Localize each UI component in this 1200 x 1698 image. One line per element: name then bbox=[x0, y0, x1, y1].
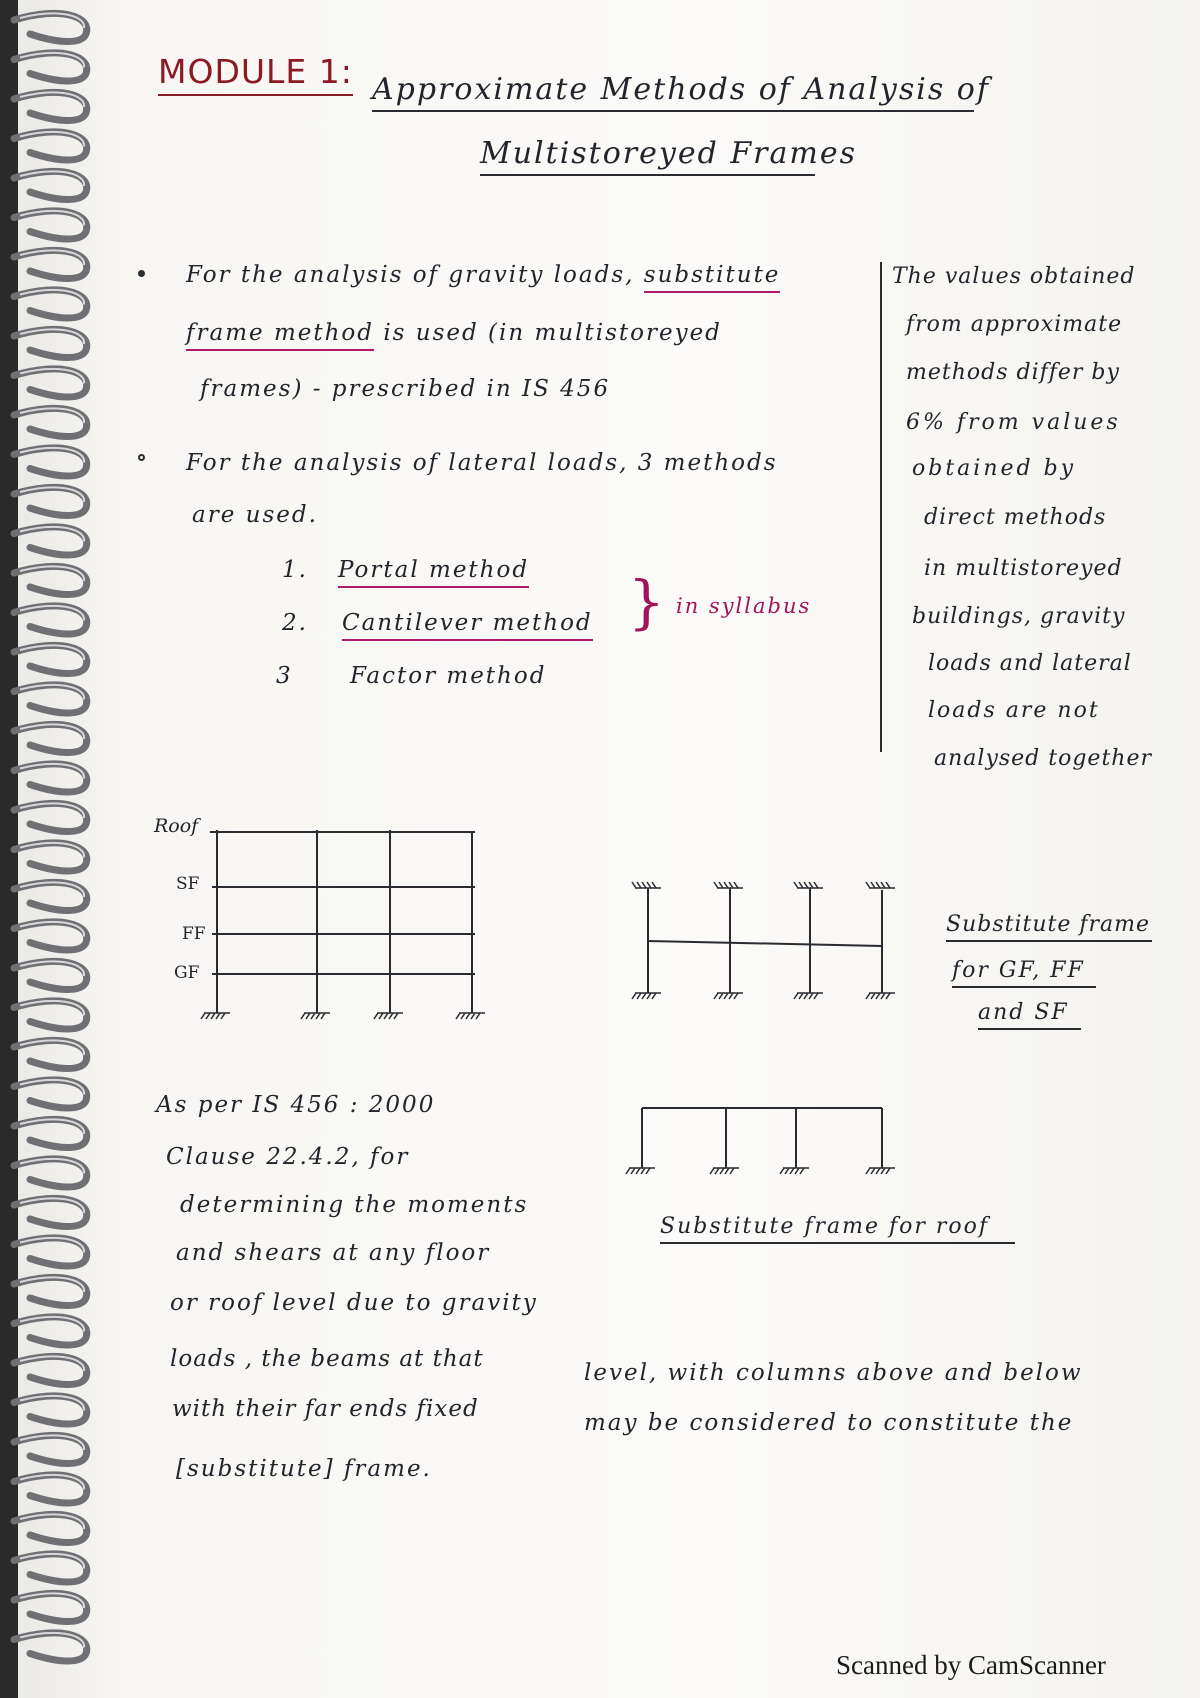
fixed-support-tick bbox=[206, 1013, 210, 1019]
fixed-support-tick bbox=[871, 1168, 875, 1174]
multistorey-frame-diagram bbox=[190, 820, 490, 1040]
substitute-caption-line-2: for GF, FF bbox=[952, 958, 1096, 988]
fixed-support-tick bbox=[642, 882, 646, 888]
bullet1-line3: frames) - prescribed in IS 456 bbox=[200, 376, 611, 402]
fixed-support-tick bbox=[321, 1013, 325, 1019]
side-note-line-9: loads and lateral bbox=[928, 651, 1132, 676]
fixed-support-tick bbox=[729, 993, 733, 999]
fixed-support-tick bbox=[804, 882, 808, 888]
fixed-support-tick bbox=[881, 993, 885, 999]
fixed-support-tick bbox=[780, 1168, 784, 1174]
frame-label-sf: SF bbox=[176, 874, 200, 894]
fixed-support-tick bbox=[866, 1168, 870, 1174]
clause-line-4: and shears at any floor bbox=[176, 1240, 491, 1266]
fixed-support-tick bbox=[631, 1168, 635, 1174]
title-line-1: Approximate Methods of Analysis of bbox=[372, 72, 974, 112]
fixed-support-tick bbox=[384, 1013, 388, 1019]
clause-line-8: [substitute] frame. bbox=[176, 1456, 432, 1482]
fixed-support-tick bbox=[719, 993, 723, 999]
clause-right-line-2: may be considered to constitute the bbox=[584, 1410, 1074, 1436]
fixed-support-tick bbox=[394, 1013, 398, 1019]
fixed-support-tick bbox=[809, 882, 813, 888]
fixed-support-tick bbox=[641, 1168, 645, 1174]
clause-line-6: loads , the beams at that bbox=[170, 1346, 484, 1372]
spiral-binding bbox=[0, 0, 110, 1698]
bullet1-line2 bbox=[186, 320, 722, 346]
clause-line-1: As per IS 456 : 2000 bbox=[156, 1092, 436, 1118]
bullet1-line2-text: is used (in multistoreyed bbox=[383, 320, 722, 346]
substitute-frame-floor-diagram bbox=[620, 878, 900, 1018]
fixed-support-tick bbox=[466, 1013, 470, 1019]
syllabus-note: in syllabus bbox=[676, 594, 812, 618]
module-label: MODULE 1: bbox=[158, 52, 353, 96]
fixed-support-tick bbox=[799, 993, 803, 999]
fixed-support-tick bbox=[876, 1168, 880, 1174]
fixed-support-tick bbox=[647, 993, 651, 999]
fixed-support-tick bbox=[652, 993, 656, 999]
bullet1-underlined-frame-method: frame method bbox=[186, 320, 374, 351]
fixed-support-tick bbox=[311, 1013, 315, 1019]
substitute-caption-line-1: Substitute frame bbox=[946, 912, 1152, 942]
fixed-support-tick bbox=[642, 993, 646, 999]
roof-caption: Substitute frame for roof bbox=[660, 1214, 1015, 1244]
side-note-divider bbox=[880, 262, 882, 752]
fixed-support-tick bbox=[216, 1013, 220, 1019]
side-note-line-1: The values obtained bbox=[892, 264, 1136, 289]
fixed-support-tick bbox=[389, 1013, 393, 1019]
fixed-support-tick bbox=[886, 882, 890, 888]
fixed-support-tick bbox=[729, 882, 733, 888]
substitute-frame-roof-diagram bbox=[620, 1100, 900, 1190]
bullet-dot-1 bbox=[138, 270, 145, 277]
method-2-label: Cantilever method bbox=[342, 610, 593, 641]
fixed-support-tick bbox=[714, 882, 718, 888]
fixed-support-tick bbox=[790, 1168, 794, 1174]
fixed-support-tick bbox=[710, 1168, 714, 1174]
fixed-support-tick bbox=[211, 1013, 215, 1019]
fixed-support-tick bbox=[221, 1013, 225, 1019]
side-note-line-10: loads are not bbox=[928, 698, 1100, 723]
fixed-support-tick bbox=[637, 882, 641, 888]
frame-label-roof: Roof bbox=[154, 815, 199, 837]
bullet2-line2: are used. bbox=[192, 502, 318, 528]
fixed-support-tick bbox=[734, 993, 738, 999]
clause-line-3: determining the moments bbox=[180, 1192, 529, 1218]
fixed-support-tick bbox=[715, 1168, 719, 1174]
fixed-support-tick bbox=[794, 882, 798, 888]
side-note-line-5: obtained by bbox=[912, 456, 1077, 481]
fixed-support-tick bbox=[730, 1168, 734, 1174]
method-1-number: 1. bbox=[282, 557, 308, 583]
side-note-line-2: from approximate bbox=[906, 312, 1123, 337]
fixed-support-tick bbox=[714, 993, 718, 999]
bullet1-line1-text: For the analysis of gravity loads, bbox=[186, 262, 635, 288]
fixed-support-tick bbox=[652, 882, 656, 888]
bullet2-line1: For the analysis of lateral loads, 3 methods bbox=[186, 450, 778, 476]
frame-label-gf: GF bbox=[174, 963, 200, 983]
fixed-support-tick bbox=[866, 993, 870, 999]
fixed-support-tick bbox=[724, 882, 728, 888]
side-note-line-6: direct methods bbox=[924, 505, 1107, 530]
fixed-support-tick bbox=[886, 1168, 890, 1174]
fixed-support-tick bbox=[626, 1168, 630, 1174]
fixed-support-tick bbox=[471, 1013, 475, 1019]
substitute-caption-line-3: and SF bbox=[978, 1000, 1081, 1030]
side-note-line-8: buildings, gravity bbox=[912, 604, 1126, 629]
fixed-support-tick bbox=[719, 882, 723, 888]
fixed-support-tick bbox=[720, 1168, 724, 1174]
method-3-number: 3 bbox=[276, 663, 293, 689]
fixed-support-tick bbox=[871, 993, 875, 999]
bullet-dot-2 bbox=[138, 454, 145, 461]
bullet1-underlined-substitute: substitute bbox=[644, 262, 781, 293]
fixed-support-tick bbox=[316, 1013, 320, 1019]
fixed-support-tick bbox=[886, 993, 890, 999]
fixed-support-tick bbox=[794, 993, 798, 999]
fixed-support-tick bbox=[876, 993, 880, 999]
fixed-support-tick bbox=[876, 882, 880, 888]
fixed-support-tick bbox=[379, 1013, 383, 1019]
fixed-support-tick bbox=[301, 1013, 305, 1019]
scanner-watermark: Scanned by CamScanner bbox=[836, 1650, 1106, 1680]
clause-line-7: with their far ends fixed bbox=[172, 1396, 479, 1422]
fixed-support-tick bbox=[734, 882, 738, 888]
side-note-line-7: in multistoreyed bbox=[924, 556, 1123, 581]
fixed-support-tick bbox=[461, 1013, 465, 1019]
fixed-support-tick bbox=[795, 1168, 799, 1174]
fixed-support-tick bbox=[814, 882, 818, 888]
fixed-support-tick bbox=[881, 1168, 885, 1174]
fixed-support-tick bbox=[632, 882, 636, 888]
fixed-support-tick bbox=[871, 882, 875, 888]
frame-label-ff: FF bbox=[182, 924, 206, 944]
fixed-support-tick bbox=[636, 1168, 640, 1174]
fixed-support-tick bbox=[632, 993, 636, 999]
clause-line-2: Clause 22.4.2, for bbox=[166, 1144, 410, 1170]
fixed-support-tick bbox=[866, 882, 870, 888]
fixed-support-tick bbox=[647, 882, 651, 888]
fixed-support-tick bbox=[804, 993, 808, 999]
fixed-support-tick bbox=[306, 1013, 310, 1019]
fixed-support-tick bbox=[814, 993, 818, 999]
fixed-support-tick bbox=[724, 993, 728, 999]
method-3-label: Factor method bbox=[350, 663, 547, 689]
fixed-support-tick bbox=[809, 993, 813, 999]
side-note-line-3: methods differ by bbox=[906, 360, 1120, 385]
fixed-support-tick bbox=[881, 882, 885, 888]
bullet1-line1 bbox=[186, 262, 780, 288]
fixed-support-tick bbox=[456, 1013, 460, 1019]
fixed-support-tick bbox=[476, 1013, 480, 1019]
method-2-number: 2. bbox=[282, 610, 308, 636]
fixed-support-tick bbox=[799, 882, 803, 888]
fixed-support-tick bbox=[646, 1168, 650, 1174]
fixed-support-tick bbox=[725, 1168, 729, 1174]
fixed-support-tick bbox=[800, 1168, 804, 1174]
fixed-support-tick bbox=[637, 993, 641, 999]
side-note-line-4: 6% from values bbox=[906, 410, 1121, 435]
clause-right-line-1: level, with columns above and below bbox=[584, 1360, 1083, 1386]
syllabus-brace: } bbox=[628, 568, 665, 636]
clause-line-5: or roof level due to gravity bbox=[170, 1290, 538, 1316]
fixed-support-tick bbox=[785, 1168, 789, 1174]
side-note-line-11: analysed together bbox=[934, 746, 1152, 771]
fixed-support-tick bbox=[201, 1013, 205, 1019]
title-line-2: Multistoreyed Frames bbox=[480, 136, 815, 176]
fixed-support-tick bbox=[374, 1013, 378, 1019]
method-1-label: Portal method bbox=[338, 557, 529, 588]
